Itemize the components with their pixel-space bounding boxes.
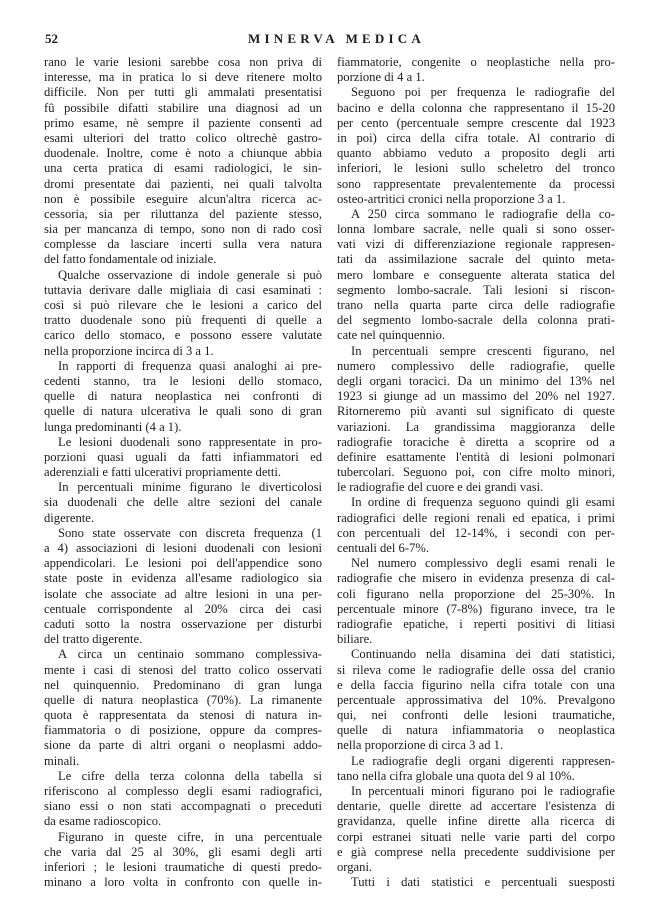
running-header-journal-title: MINERVA MEDICA — [248, 31, 425, 46]
paragraph — [44, 55, 322, 268]
text-line: sione da parte di altri organi o neoplasmi addo- — [44, 738, 322, 753]
text-line: non è possibile eseguire alcun'altra ricerca ac- — [44, 191, 322, 206]
text-line: minali. — [44, 753, 80, 768]
text-line: fû possibile difatti stabilire una diagnosi ad un — [44, 100, 322, 115]
text-line: variazioni. La grandissima maggioranza delle — [337, 419, 615, 434]
paragraph — [44, 268, 322, 359]
text-line: nella proporzione di circa 3 ad 1. — [337, 738, 504, 753]
text-line: osteo-artritici cronici nella proporzione 3 a 1. — [337, 191, 566, 206]
text-line: In rapporti di frequenza quasi analoghi ai pre- — [58, 358, 322, 373]
text-line: porzioni quasi uguali da fatti infiammatori ed — [44, 449, 322, 464]
paragraph — [337, 85, 615, 207]
text-line: A 250 circa sommano le radiografie della co- — [351, 206, 615, 221]
text-line: sia duodenali che delle altre sezioni del canale — [44, 495, 322, 510]
text-line: radiografie che misero in evidenza presenza di cal- — [337, 571, 615, 586]
paragraph — [337, 754, 615, 784]
text-line: bacino e della colonna che rappresentano il 15-20 — [337, 100, 615, 115]
text-line: tano nella cifra globale una quota del 9 al 10%. — [337, 768, 575, 783]
text-line: radiografie epatiche, i reperti positivi di litiasi — [337, 616, 615, 631]
text-column-right — [337, 55, 615, 890]
text-line: lunga predominanti (4 a 1). — [44, 419, 182, 434]
text-line: Seguono poi per frequenza le radiografie del — [351, 85, 615, 100]
text-line: per cento (percentuale sempre crescente dal 1923 — [337, 115, 615, 130]
text-line: digerente. — [44, 510, 94, 525]
text-line: mente i casi di stenosi del tratto colico osservati — [44, 662, 322, 677]
paragraph — [337, 344, 615, 496]
text-line: Nel numero complessivo degli esami renali le — [351, 556, 615, 571]
text-line: con percentuali del 12-14%, i secondi con per- — [337, 525, 615, 540]
paragraph — [44, 830, 322, 891]
text-line: Le lesioni duodenali sono rappresentate in pro- — [58, 434, 322, 449]
text-line: e già comprese nella precedente suddivisione per — [337, 844, 615, 859]
text-line: qui, nei confronti delle lesioni traumatiche, — [337, 708, 615, 723]
text-line: una certa pratica di esami radiologici, le sin- — [44, 161, 322, 176]
text-line: duodenale. Inoltre, come è noto a chiunque abbia — [44, 146, 322, 161]
text-line: difficile. Non per tutti gli ammalati presentatisi — [44, 85, 322, 100]
text-column-left — [44, 55, 322, 890]
paragraph — [44, 359, 322, 435]
text-line: del tratto digerente. — [44, 632, 143, 647]
text-line: In percentuali minime figurano le diverticolosi — [58, 480, 322, 495]
paragraph — [337, 556, 615, 647]
text-line: Qualche osservazione di indole generale si può — [58, 267, 322, 282]
text-line: che varia dal 25 al 30%, gli esami degli arti — [44, 844, 322, 859]
paragraph — [44, 769, 322, 830]
text-line: appendicolari. Le lesioni poi dell'appendice sono — [44, 556, 322, 571]
text-line: sono rappresentate prevalentemente da processi — [337, 176, 615, 191]
paragraph — [337, 55, 615, 85]
text-line: sia per mancanza di tempo, sono non di rado così — [44, 222, 322, 237]
text-line: a 4) associazioni di lesioni duodenali con lesioni — [44, 541, 322, 555]
text-line: corpi estranei situati nelle varie parti del corpo — [337, 829, 615, 844]
text-line: siano essi o non stati accompagnati o preceduti — [44, 799, 322, 814]
paragraph — [337, 207, 615, 344]
text-line: tratto duodenale sono più frequenti di quelle a — [44, 313, 322, 328]
text-line: rano le varie lesioni sarebbe cosa non priva di — [44, 55, 322, 69]
text-line: aderenziali e fatti ulcerativi propriamente detti. — [44, 465, 282, 480]
text-line: centuali del 6-7%. — [337, 541, 429, 555]
text-line: percentuale approssimativa del 10%. Prevalgono — [337, 692, 615, 707]
paragraph — [337, 875, 615, 890]
text-line: radiografici delle regioni renali ed epatica, i primi — [337, 510, 615, 525]
text-line: segmento lombo-sacrale. Tali lesioni si riscon- — [337, 282, 615, 297]
text-line: 1923 si giunge ad un massimo del 20% nel 1927. — [337, 389, 615, 404]
text-line: degli organi toracici. Da un minimo del 13% nel — [337, 373, 615, 388]
text-line: del segmento lombo-sacrale della colonna prati- — [337, 313, 615, 328]
text-line: da esame radioscopico. — [44, 814, 162, 829]
text-line: isolate che associate ad altre lesioni in una per- — [44, 586, 322, 601]
text-line: percentuale minore (7-8%) figurano invece, tra le — [337, 601, 615, 616]
text-line: biliare. — [337, 632, 373, 647]
text-line: del fatto fondamentale od iniziale. — [44, 252, 217, 267]
text-line: organi. — [337, 859, 373, 874]
text-line: tati da assimilazione sacrale del quinto meta- — [337, 252, 615, 267]
text-line: si rileva come le radiografie delle ossa del cranio — [337, 662, 615, 677]
paragraph — [44, 480, 322, 526]
text-line: dromi presentate dai pazienti, nei quali talvolta — [44, 176, 322, 191]
text-line: lonna lombare sacrale, nelle quali si sono osser- — [337, 222, 615, 237]
text-line: riferiscono al complesso degli esami radiografici, — [44, 784, 322, 798]
text-line: quanto abbiamo veduto a proposito degli arti — [337, 146, 615, 161]
text-line: vati vizi di differenziazione regionale rappresen- — [337, 237, 615, 252]
text-line: Figurano in queste cifre, in una percentuale — [58, 829, 322, 844]
text-line: coli figurano nella proporzione del 25-30%. In — [337, 586, 615, 601]
paragraph — [337, 495, 615, 556]
text-line: Le cifre della terza colonna della tabella si — [58, 768, 322, 783]
text-line: inferiori, le lesioni sullo scheletro del tronco — [337, 161, 615, 176]
text-line: gravidanza, quelle infine dirette alla ricerca di — [337, 814, 615, 829]
text-line: carico dello stomaco, e possono essere valutate — [44, 328, 322, 343]
text-line: fiammatorie, congenite o neoplastiche nella pro- — [337, 55, 615, 69]
text-line: Ritorneremo più avanti sul significato di queste — [337, 404, 615, 419]
text-line: in poi) circa della cifra totale. Al contrario di — [337, 130, 615, 145]
text-line: caduti sotto la nostra osservazione per disturbi — [44, 616, 322, 631]
text-line: quelle di natura infiammatoria o neoplastica — [337, 723, 615, 738]
text-line: nel quinquennio. Predominano di gran lunga — [44, 677, 322, 692]
text-line: mero lombare e conseguente alterata statica del — [337, 267, 615, 282]
text-line: In ordine di frequenza seguono quindi gli esami — [351, 495, 615, 510]
text-line: primo esame, nè sempre il paziente consentì ad — [44, 115, 322, 130]
text-line: fiammatoria o di posizione, oppure da compres- — [44, 723, 322, 738]
text-line: cedenti stanno, tra le lesioni dello stomaco, — [44, 373, 322, 388]
text-line: quelle di natura neoplastica (70%). La rimanente — [44, 692, 322, 707]
paragraph — [337, 647, 615, 753]
paragraph — [44, 526, 322, 648]
text-line: nella proporzione incirca di 3 a 1. — [44, 343, 214, 358]
paragraph — [337, 784, 615, 875]
text-line: Le radiografie degli organi digerenti rappresen- — [351, 753, 615, 768]
text-line: Continuando nella disamina dei dati statistici, — [351, 647, 615, 662]
text-line: cate nel quinquennio. — [337, 328, 446, 343]
text-line: complesse da lasciare incerti sulla vera natura — [44, 237, 322, 252]
text-line: porzione di 4 a 1. — [337, 70, 425, 85]
text-line: In percentuali sempre crescenti figurano, nel — [351, 343, 615, 358]
text-line: inferiori ; le lesioni traumatiche di questi predo- — [44, 859, 322, 874]
text-line: minano a loro volta in confronto con quelle in- — [44, 875, 322, 890]
text-line: tubercolari. Seguono poi, con cifre molto minori, — [337, 465, 615, 480]
text-line: centuale corrispondente al 20% circa dei casi — [44, 601, 322, 616]
text-line: dentarie, quelle dirette ad accertare l'esistenza di — [337, 799, 615, 814]
text-line: esami ulteriori del tratto colico oltrechè gastro- — [44, 130, 322, 145]
page-number: 52 — [45, 31, 58, 46]
text-line: Tutti i dati statistici e percentuali suesposti — [351, 875, 615, 890]
text-line: trano nella quarta parte circa delle radiografie — [337, 298, 615, 312]
text-line: interesse, ma in pratica lo si deve ritenere molto — [44, 70, 322, 85]
text-line: quelle di natura ulcerativa le quali sono di gran — [44, 404, 322, 419]
text-line: le radiografie del cuore e dei grandi vasi. — [337, 480, 544, 495]
paragraph — [44, 647, 322, 769]
text-line: e della faccia figurino nella cifra totale con una — [337, 677, 615, 692]
text-line: state poste in evidenza all'esame radiologico sia — [44, 571, 322, 586]
text-line: Sono state osservate con discreta frequenza (1 — [58, 525, 322, 540]
text-line: quota è rappresentata da stenosi di natura in- — [44, 708, 322, 723]
text-line: quelle di natura neoplastica nei confronti di — [44, 389, 322, 404]
text-line: In percentuali minori figurano poi le radiografie — [351, 784, 615, 798]
text-line: radiografie toraciche è diretta a scoprire od a — [337, 434, 615, 449]
text-line: definire esattamente l'entità di lesioni polmonari — [337, 449, 615, 464]
text-line: così si può rilevare che le lesioni a carico del — [44, 298, 322, 312]
paragraph — [44, 435, 322, 481]
text-line: tuttavia derivare dalle migliaia di casi esaminati : — [44, 282, 322, 297]
text-line: cessoria, sia per riluttanza del paziente stesso, — [44, 206, 322, 221]
text-line: A circa un centinaio sommano complessiva- — [58, 647, 322, 662]
text-line: numero complessivo delle radiografie, quelle — [337, 358, 615, 373]
